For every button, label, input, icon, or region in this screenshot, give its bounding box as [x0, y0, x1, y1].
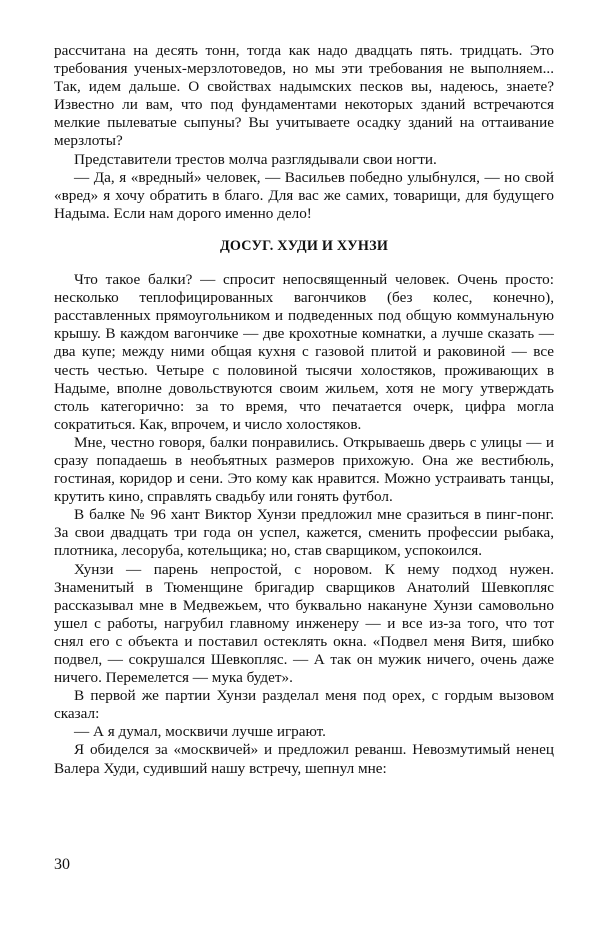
page-body: [54, 42, 554, 778]
paragraph: Я обиделся за «москвичей» и предложил реванш. Невозмутимый ненец Валера Худи, судивший нашу встречу, шепнул мне:: [54, 741, 554, 777]
paragraph: — Да, я «вредный» человек, — Васильев победно улыбнулся, — но свой «вред» я хочу обратить в благо. Для вас же самих, товарищи, для будущего Надыма. Если нам дорого именно дело!: [54, 168, 554, 222]
paragraph-continuation: рассчитана на десять тонн, тогда как надо двадцать пять. тридцать. Это требования ученых-мерзлотоведов, но мы эти требования не выполняем... Так, идем дальше. О свойствах надымских песков вы, надеюсь, знаете? Известно ли вам, что под фундаментами некоторых зданий встречаются мелкие пылеватые сыпуны? Вы учитываете осадку зданий на оттаивание мерзлоты?: [54, 42, 554, 150]
page-number: 30: [54, 856, 70, 873]
paragraph: Что такое балки? — спросит непосвященный человек. Очень просто: несколько теплофицированных вагончиков (без колес, конечно), расставленных прямоугольником и подведенных под общую коммунальную крышу. В каждом вагончике — две крохотные комнатки, а лучше сказать — два купе; между ними общая кухня с газовой плитой и раковиной — все честь честью. Четыре с половиной тысячи холостяков, проживающих в Надыме, вполне довольствуются своим жильем, хотя не могу утверждать столь категорично: за то время, что печатается очерк, цифра могла сократиться. Как, впрочем, и число холостяков.: [54, 271, 554, 433]
paragraph: В балке № 96 хант Виктор Хунзи предложил мне сразиться в пинг-понг. За свои двадцать три года он успел, кажется, сменить профессии рыбака, плотника, лесоруба, котельщика; но, став сварщиком, успокоился.: [54, 506, 554, 560]
section-heading: ДОСУГ. ХУДИ И ХУНЗИ: [219, 237, 389, 254]
paragraph: — А я думал, москвичи лучше играют.: [74, 723, 326, 741]
paragraph: Хунзи — парень непростой, с норовом. К нему подход нужен. Знаменитый в Тюменщине бригадир сварщиков Анатолий Шевкопляс рассказывал мне в Медвежьем, что буквально накануне Хунзи самовольно ушел с работы, нагрубил главному инженеру — и все из-за того, что тот снял его с объекта и поставил остеклять окна. «Подвел меня Витя, шибко подвел, — сокрушался Шевкопляс. — А так он мужик ничего, очень даже ничего. Перемелется — мука будет».: [54, 560, 554, 687]
paragraph: Представители трестов молча разглядывали свои ногти.: [74, 150, 437, 168]
paragraph: В первой же партии Хунзи разделал меня под орех, с гордым вызовом сказал:: [54, 687, 554, 723]
paragraph: Мне, честно говоря, балки понравились. Открываешь дверь с улицы — и сразу попадаешь в необъятных размеров прихожую. Она же вестибюль, гостиная, коридор и сени. Это кому как нравится. Можно устраивать танцы, крутить кино, справлять свадьбу или гонять футбол.: [54, 433, 554, 506]
